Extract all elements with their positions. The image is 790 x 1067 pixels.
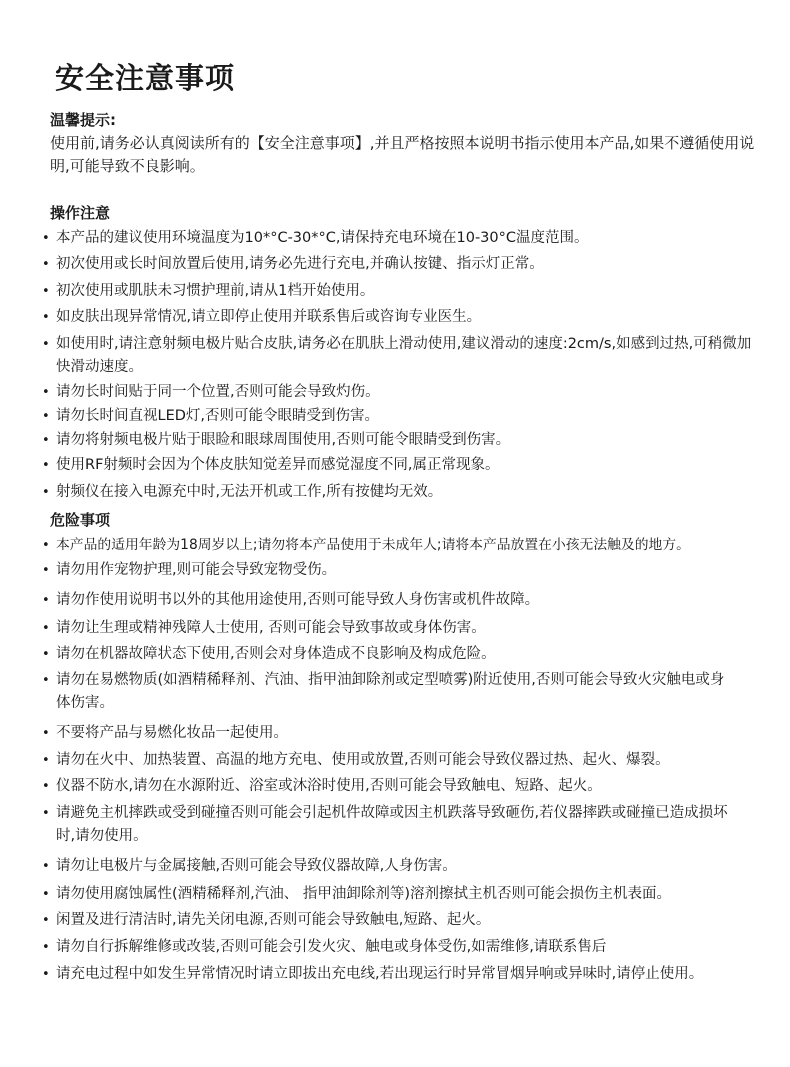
danger-item: • 闲置及进行清洁时,请先关闭电源,否则可能会导致触电,短路、起火。 [42, 909, 782, 932]
operation-item: • 初次使用或长时间放置后使用,请务必先进行充电,并确认按键、指示灯正常。 [42, 253, 782, 276]
operation-item: • 如使用时,请注意射频电极片贴合皮肤,请务必在肌肤上滑动使用,建议滑动的速度:2cm/s,如感到过热,可稍微加快滑动速度。 [42, 333, 752, 379]
danger-item: • 请勿在火中、加热装置、高温的地方充电、使用或放置,否则可能会导致仪器过热、起火、爆裂。 [42, 749, 782, 772]
danger-item: • 请勿让生理或精神残障人士使用, 否则可能会导致事故或身体伤害。 [42, 617, 782, 640]
danger-item: • 请避免主机摔跌或受到碰撞否则可能会引起机件故障或因主机跌落导致砸伤,若仪器摔跌或碰撞已造成损坏时,请勿使用。 [42, 802, 742, 848]
danger-item: • 仪器不防水,请勿在水源附近、浴室或沐浴时使用,否则可能会导致触电、短路、起火。 [42, 775, 782, 798]
danger-item: • 请勿在机器故障状态下使用,否则会对身体造成不良影响及构成危险。 [42, 643, 782, 666]
operation-item: • 本产品的建议使用环境温度为10*°C-30*°C,请保持充电环境在10-30°C温度范围。 [42, 227, 782, 250]
operation-item: • 射频仪在接入电源充中时,无法开机或工作,所有按健均无效。 [42, 481, 782, 504]
operation-item: • 请勿长时间直视LED灯,否则可能令眼睛受到伤害。 [42, 405, 782, 428]
operation-item: • 请勿长时间贴于同一个位置,否则可能会导致灼伤。 [42, 381, 782, 404]
danger-item: • 请勿让电极片与金属接触,否则可能会导致仪器故障,人身伤害。 [42, 855, 782, 878]
operation-item: • 初次使用或肌肤未习惯护理前,请从1档开始使用。 [42, 280, 782, 303]
danger-item: • 不要将产品与易燃化妆品一起使用。 [42, 722, 782, 745]
danger-item: • 请勿自行拆解维修或改装,否则可能会引发火灾、触电或身体受伤,如需维修,请联系售后 [42, 936, 782, 959]
operation-heading: 操作注意 [50, 204, 111, 222]
danger-item: • 请勿在易燃物质(如酒精稀释剂、汽油、指甲油卸除剂或定型喷雾)附近使用,否则可能会导致火灾触电或身体伤害。 [42, 669, 732, 715]
tip-heading: 温馨提示: [50, 111, 116, 129]
page-title: 安全注意事项 [55, 61, 236, 95]
danger-item: • 请勿作使用说明书以外的其他用途使用,否则可能导致人身伤害或机件故障。 [42, 589, 782, 612]
danger-item: • 本产品的适用年龄为18周岁以上;请勿将本产品使用于未成年人;请将本产品放置在小孩无法触及的地方。 [42, 534, 782, 557]
danger-heading: 危险事项 [50, 511, 111, 529]
operation-item: • 使用RF射频时会因为个体皮肤知觉差异而感觉湿度不同,属正常现象。 [42, 454, 782, 477]
danger-item: • 请充电过程中如发生异常情况时请立即拔出充电线,若出现运行时异常冒烟异响或异味时,请停止使用。 [42, 963, 742, 986]
danger-item: • 请勿用作宠物护理,则可能会导致宠物受伤。 [42, 559, 782, 582]
operation-item: • 如皮肤出现异常情况,请立即停止使用并联系售后或咨询专业医生。 [42, 306, 782, 329]
danger-item: • 请勿使用腐蚀属性(酒精稀释剂,汽油、 指甲油卸除剂等)溶剂擦拭主机否则可能会损伤主机表面。 [42, 883, 782, 906]
operation-item: • 请勿将射频电极片贴于眼睑和眼球周围使用,否则可能令眼睛受到伤害。 [42, 429, 782, 452]
tip-body: 使用前,请务必认真阅读所有的【安全注意事项】,并且严格按照本说明书指示使用本产品,如果不遵循使用说明,可能导致不良影响。 [50, 134, 755, 175]
